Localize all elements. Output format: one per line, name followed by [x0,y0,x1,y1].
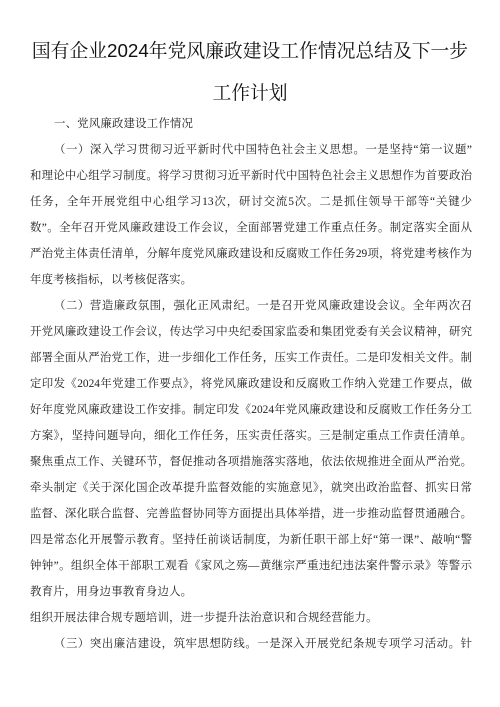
document-title-line: 国有企业2024年党风廉政建设工作情况总结及下一步 [31,40,469,61]
paragraph-line: 数”。全年召开党风廉政建设工作会议，全面部署党建工作重点任务。制定落实全面从 [30,222,472,234]
paragraph-line: （三）突出廉洁建设，筑牢思想防线。一是深入开展党纪条规专项学习活动。针 [54,638,472,650]
section-heading: 一、党风廉政建设工作情况 [54,118,194,130]
paragraph-line: 教育片，用身边事教育身边人。 [30,586,193,598]
paragraph-line: 聚焦重点工作、关键环节，督促推动各项措施落实落地，依法依规推进全面从严治党。 [30,456,472,468]
paragraph-line: 严治党主体责任清单，分解年度党风廉政建设和反腐败工作任务29项，将党建考核作为 [30,248,472,260]
paragraph-line: （一）深入学习贯彻习近平新时代中国特色社会主义思想。一是坚持“第一议题” [54,144,472,156]
paragraph [30,293,472,605]
paragraph [30,605,472,631]
paragraph-line: 开党风廉政建设工作会议，传达学习中央纪委国家监委和集团党委有关会议精神，研究 [30,326,472,338]
paragraph-line: 四是常态化开展警示教育。坚持任前谈话制度，为新任职干部上好“第一课”、敲响“警 [30,534,472,546]
paragraph-line: 部署全面从严治党工作，进一步细化工作任务，压实工作责任。二是印发相关文件。制 [30,352,472,364]
paragraph-line: 方案》，坚持问题导向，细化工作任务，压实责任落实。三是制定重点工作责任清单。 [30,430,472,442]
paragraph-line: 年度考核指标，以考核促落实。 [30,274,193,286]
paragraph-line: 钟钟”。组织全体干部职工观看《家风之殇—黄继宗严重违纪违法案件警示录》等警示 [30,560,472,572]
paragraph-line: 和理论中心组学习制度。将学习贯彻习近平新时代中国特色社会主义思想作为首要政治 [30,170,472,182]
document-title [20,30,480,114]
paragraph-line: 牵头制定《关于深化国企改革提升监督效能的实施意见》，就突出政治监督、抓实日常 [30,482,472,494]
document-title-line: 工作计划 [212,82,288,103]
paragraph-line: 组织开展法律合规专题培训，进一步提升法治意识和合规经营能力。 [30,612,378,624]
paragraph-line: 好年度党风廉政建设工作安排。制定印发《2024年党风廉政建设和反腐败工作任务分工 [30,404,472,416]
paragraph-line: （二）营造廉政氛围，强化正风肃纪。一是召开党风廉政建设会议。全年两次召 [54,300,472,312]
document-body [30,111,472,657]
paragraph-line: 任务，全年开展党组中心组学习13次，研讨交流5次。二是抓住领导干部等“关键少 [30,196,472,208]
paragraph [30,631,472,657]
paragraph [30,137,472,293]
paragraph-line: 定印发《2024年党建工作要点》，将党风廉政建设和反腐败工作纳入党建工作要点，做 [30,378,472,390]
paragraph-line: 监督、深化联合监督、完善监督协同等方面提出具体举措，进一步推动监督贯通融合。 [30,508,472,520]
